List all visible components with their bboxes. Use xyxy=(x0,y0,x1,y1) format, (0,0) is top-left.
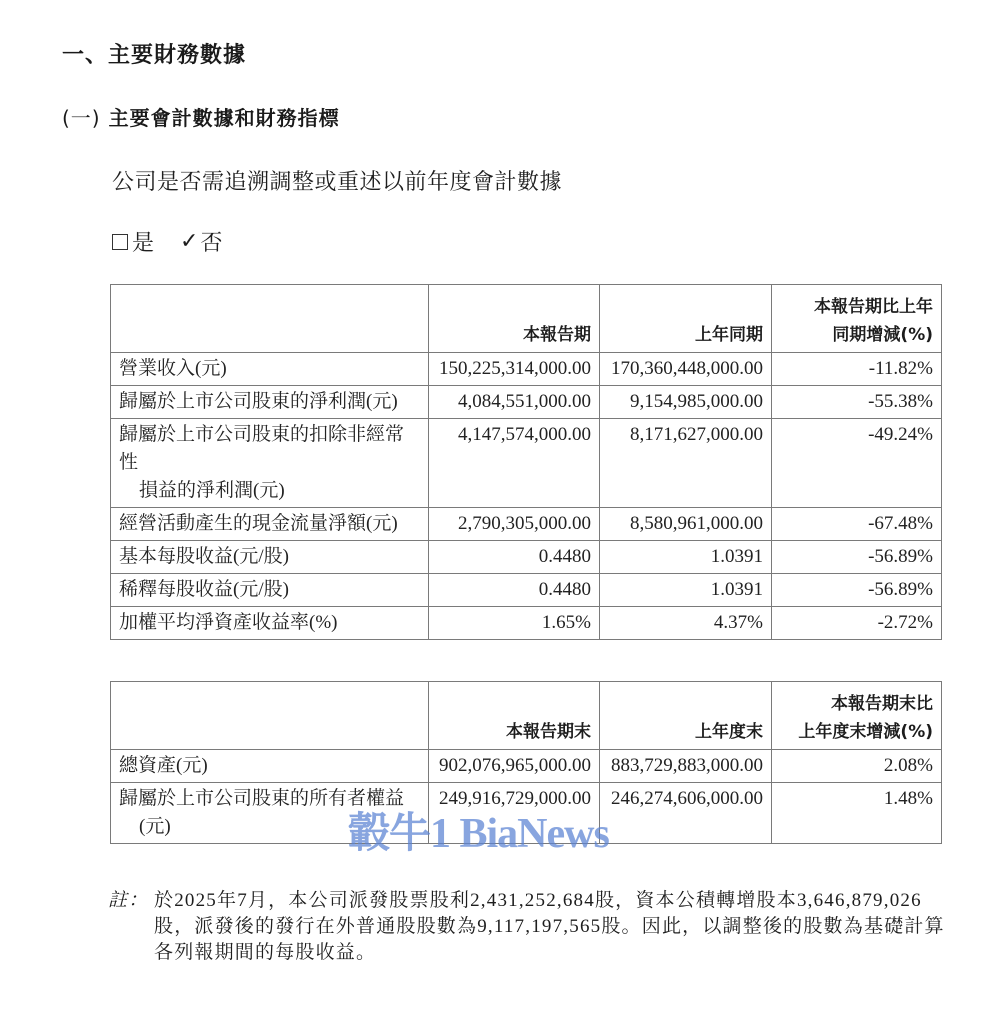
row-change: -67.48% xyxy=(772,508,942,541)
table-row xyxy=(111,783,942,844)
empty-checkbox-icon[interactable] xyxy=(112,234,128,250)
row-current: 249,916,729,000.00 xyxy=(429,783,600,844)
row-prior: 170,360,448,000.00 xyxy=(600,353,772,386)
choice-yes-label: 是 xyxy=(132,230,155,255)
restatement-choices xyxy=(112,226,248,257)
row-label-line1: 歸屬於上市公司股東的扣除非經常性 xyxy=(119,424,405,473)
header-prior-year-end: 上年度末 xyxy=(600,682,772,750)
row-label-line2: 損益的淨利潤(元) xyxy=(139,480,285,501)
balance-financials-table xyxy=(110,681,942,844)
header-current-period: 本報告期 xyxy=(429,285,600,353)
table-row xyxy=(111,750,942,783)
row-change: 2.08% xyxy=(772,750,942,783)
header-change-line2: 同期增減(%) xyxy=(832,325,933,345)
choice-no-label: 否 xyxy=(200,230,223,255)
table-header-row xyxy=(111,682,942,750)
row-label: 基本每股收益(元/股) xyxy=(111,541,429,574)
period-financials-table xyxy=(110,284,942,640)
row-prior: 4.37% xyxy=(600,607,772,640)
check-mark-icon[interactable]: ✓ xyxy=(180,229,199,254)
row-label xyxy=(111,783,429,844)
row-prior: 9,154,985,000.00 xyxy=(600,386,772,419)
header-label xyxy=(111,682,429,750)
row-current: 1.65% xyxy=(429,607,600,640)
row-change: 1.48% xyxy=(772,783,942,844)
table-row xyxy=(111,607,942,640)
footnote xyxy=(108,888,948,966)
row-label: 總資產(元) xyxy=(111,750,429,783)
row-change: -56.89% xyxy=(772,541,942,574)
footnote-label: 註： xyxy=(108,890,149,911)
header-change xyxy=(772,682,942,750)
header-change xyxy=(772,285,942,353)
row-label: 經營活動產生的現金流量淨額(元) xyxy=(111,508,429,541)
header-label xyxy=(111,285,429,353)
table-row xyxy=(111,574,942,607)
table-header-row xyxy=(111,285,942,353)
row-current: 4,147,574,000.00 xyxy=(429,419,600,508)
row-change: -11.82% xyxy=(772,353,942,386)
row-change: -56.89% xyxy=(772,574,942,607)
header-current-period-end: 本報告期末 xyxy=(429,682,600,750)
row-current: 0.4480 xyxy=(429,574,600,607)
row-change: -55.38% xyxy=(772,386,942,419)
row-prior: 1.0391 xyxy=(600,541,772,574)
row-current: 4,084,551,000.00 xyxy=(429,386,600,419)
row-prior: 883,729,883,000.00 xyxy=(600,750,772,783)
row-label-line1: 歸屬於上市公司股東的所有者權益 xyxy=(119,788,405,809)
row-prior: 1.0391 xyxy=(600,574,772,607)
choice-yes[interactable] xyxy=(112,226,154,257)
subsection-title-text: 主要會計數據和財務指標 xyxy=(108,106,340,130)
header-prior-period: 上年同期 xyxy=(600,285,772,353)
section-title: 一、主要財務數據 xyxy=(62,43,247,68)
row-current: 0.4480 xyxy=(429,541,600,574)
row-label: 歸屬於上市公司股東的淨利潤(元) xyxy=(111,386,429,419)
header-change-line1: 本報告期比上年 xyxy=(814,297,933,317)
row-label: 營業收入(元) xyxy=(111,353,429,386)
row-prior: 8,171,627,000.00 xyxy=(600,419,772,508)
row-change: -49.24% xyxy=(772,419,942,508)
table-row xyxy=(111,508,942,541)
table-row xyxy=(111,541,942,574)
restatement-question: 公司是否需追溯調整或重述以前年度會計數據 xyxy=(112,169,563,194)
header-change-line2: 上年度末增減(%) xyxy=(798,722,933,742)
row-prior: 246,274,606,000.00 xyxy=(600,783,772,844)
subsection-title xyxy=(62,102,340,131)
table-row xyxy=(111,386,942,419)
row-label-line2: (元) xyxy=(139,816,171,837)
row-prior: 8,580,961,000.00 xyxy=(600,508,772,541)
watermark: 轂牛1 BiaNews xyxy=(348,811,609,857)
row-current: 150,225,314,000.00 xyxy=(429,353,600,386)
row-change: -2.72% xyxy=(772,607,942,640)
footnote-text: 於2025年7月，本公司派發股票股利2,431,252,684股，資本公積轉增股本3,646,879,026股，派發後的發行在外普通股股數為9,117,197,565股。因此，以調整後的股數為基礎計算各列報期間的每股收益。 xyxy=(154,890,945,963)
choice-no[interactable] xyxy=(180,226,222,257)
subsection-number: (一) xyxy=(62,106,101,130)
row-label: 稀釋每股收益(元/股) xyxy=(111,574,429,607)
row-current: 2,790,305,000.00 xyxy=(429,508,600,541)
row-label: 加權平均淨資產收益率(%) xyxy=(111,607,429,640)
row-label xyxy=(111,419,429,508)
header-change-line1: 本報告期末比 xyxy=(831,694,933,714)
row-current: 902,076,965,000.00 xyxy=(429,750,600,783)
table-row xyxy=(111,419,942,508)
table-row xyxy=(111,353,942,386)
